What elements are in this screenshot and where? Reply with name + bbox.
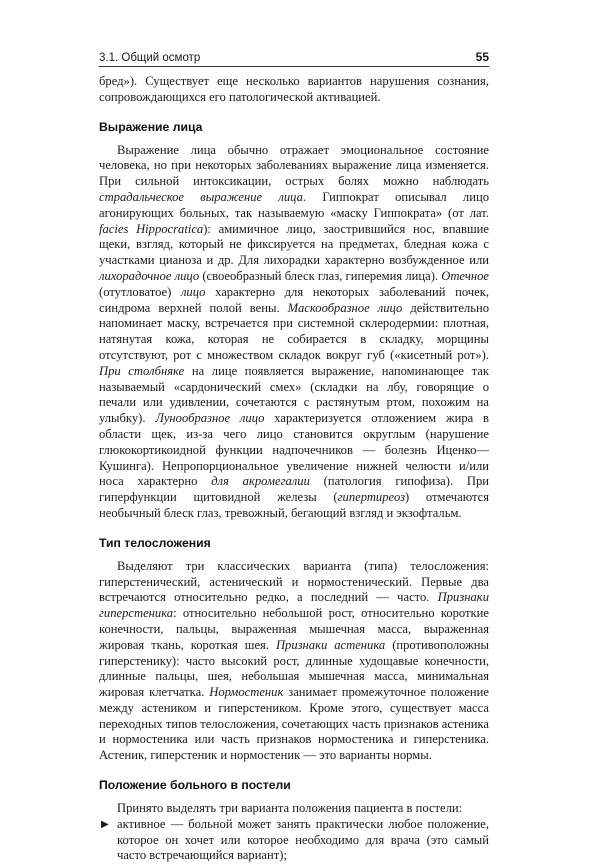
running-header [99,50,489,64]
heading-face-expression: Выражение лица [99,119,203,134]
heading-body-type: Тип телосложения [99,535,211,550]
position-list [99,817,489,864]
section-title: 3.1. Общий осмотр [99,52,201,64]
triangle-bullet-icon: ▶ [101,818,109,830]
paragraph-face-expression: Выражение лица обычно отражает эмоциональное состояние человека, но при некоторых заболеваниях выражение лица изменяется. При сильной интоксикации, острых болях можно наблюдать страдальческое выражение лица. Гиппократ описывал лицо агонирующих больных, так называемую «маску Гиппократа» (от лат. facies Hippocratica): амимичное лицо, заострившийся нос, впавшие щеки, взгляд, который не фиксируется на предметах, бледная кожа с участками цианоза и др. Для лихорадки характерно возбужденное или лихорадочное лицо (своеобразный блеск глаз, гиперемия лица). Отечное (отутловатое) лицо характерно для некоторых заболеваний почек, синдрома верхней полой вены. Маскообразное лицо действительно напоминает маску, встречается при системной склеродермии: плотная, натянутая кожа, которая не собирается в складку, морщины отсутствуют, рот с множеством складок вокруг губ («кисетный рот»). При столбняке на лице появляется выражение, напоминающее так называемый «сардонический смех» (складки на лбу, говорящие о печали или удивлении, сочетаются с растянутым ртом, похожим на улыбку). Лунообразное лицо характеризуется отложением жира в области щек, из-за чего лицо становится округлым (нарушение глюкокортикоидной функции надпочечников — болезнь Иценко—Кушинга). Непропорциональное увеличение нижней челюсти и/или носа характерно для акромегалии (патология гипофиза). При гиперфункции щитовидной железы (гипертиреоз) отмечаются необычный блеск глаз, тревожный, бегающий взгляд и экзофтальм. [99,142,489,520]
page-content [99,74,489,864]
header-rule [99,66,489,67]
intro-paragraph: бред»). Существует еще несколько вариантов нарушения сознания, сопровождающихся его патологической активацией. [99,74,489,104]
paragraph-body-type: Выделяют три классических варианта (типа) телосложения: гиперстенический, астенический и нормостенический. Первые два встречаются относительно редко, а последний — часто. Признаки гиперстеника: относительно небольшой рост, относительно короткие конечности, пальцы, выраженная мышечная масса, выраженная жировая ткань, короткая шея. Признаки астеника (противоположны гиперстенику): часто высокий рост, длинные худощавые конечности, длинные пальцы, шея, небольшая мышечная масса, минимальная жировая клетчатка. Нормостеник занимает промежуточное положение между астеником и гиперстеником. Кроме этого, существует масса переходных типов телосложения, сочетающих часть признаков астеника и нормостеника или часть признаков нормостеника и гиперстеника. Астеник, гиперстеник и нормостеник — это варианты нормы. [99,558,489,763]
heading-patient-position: Положение больного в постели [99,778,291,793]
page-number: 55 [475,50,489,64]
list-item: ▶ активное — больной может занять практически любое положение, которое он хочет или которое необходимо для врача (это самый часто встречающийся вариант); [101,816,489,863]
paragraph-position-intro: Принято выделять три варианта положения пациента в постели: [117,801,463,816]
